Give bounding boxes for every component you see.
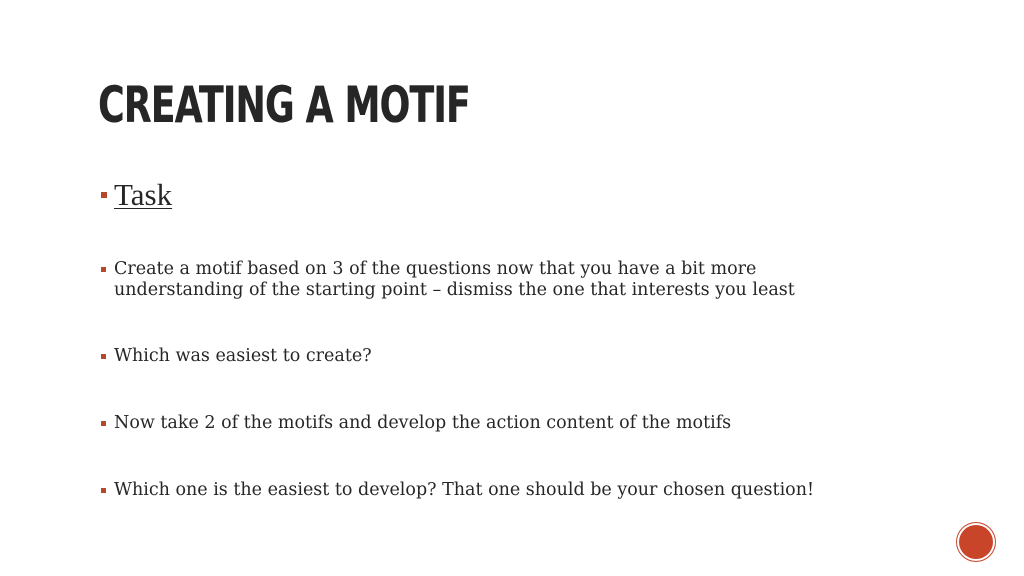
item-bullet-icon: [101, 488, 106, 493]
task-label: Task: [114, 177, 173, 212]
item-bullet-icon: [101, 421, 106, 426]
item-3-line-1: Now take 2 of the motifs and develop the action content of the motifs: [114, 413, 732, 433]
item-4-line-1: Which one is the easiest to develop? That one should be your chosen question!: [114, 480, 815, 500]
item-2-line-1: Which was easiest to create?: [114, 346, 372, 366]
item-1-line-1: Create a motif based on 3 of the questions now that you have a bit more: [114, 259, 757, 279]
item-1-line-2: understanding of the starting point – dismiss the one that interests you least: [114, 280, 795, 300]
slide-number-circle-icon: [957, 523, 995, 561]
slide-title: CREATING A MOTIF: [98, 76, 470, 134]
task-bullet-icon: [101, 192, 107, 198]
item-bullet-icon: [101, 267, 106, 272]
item-bullet-icon: [101, 354, 106, 359]
